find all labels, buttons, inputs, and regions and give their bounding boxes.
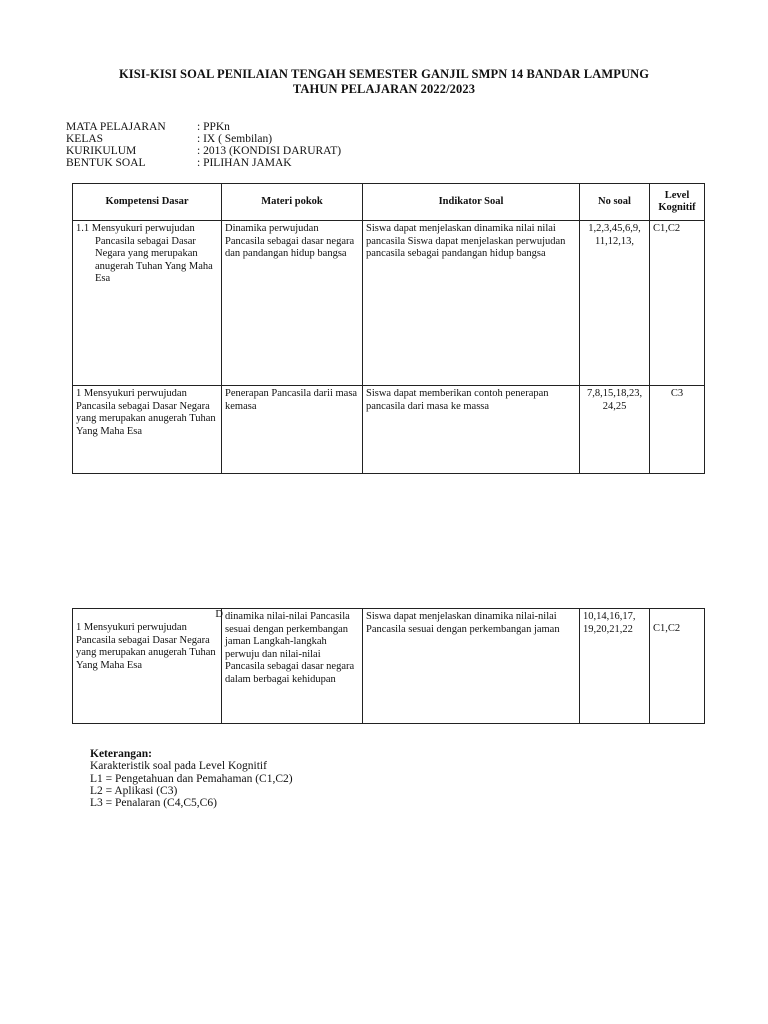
kisi-kisi-table	[72, 183, 705, 474]
header-no-soal: No soal	[580, 184, 650, 221]
header-kompetensi-dasar: Kompetensi Dasar	[73, 184, 222, 221]
notes-line: L1 = Pengetahuan dan Pemahaman (C1,C2)	[90, 772, 293, 785]
document-title: KISI-KISI SOAL PENILAIAN TENGAH SEMESTER GANJIL SMPN 14 BANDAR LAMPUNG	[118, 67, 650, 81]
table-row	[73, 221, 705, 386]
cell-kompetensi-dasar: 1.1 Mensyukuri perwujudan Pancasila sebagai Dasar Negara yang merupakan anugerah Tuhan Yang Maha Esa	[73, 221, 222, 386]
cell-materi-pokok: Dinamika perwujudan Pancasila sebagai dasar negara dan pandangan hidup bangsa	[222, 221, 363, 386]
meta-label: MATA PELAJARAN	[66, 121, 166, 133]
notes-section	[90, 748, 293, 809]
cell-kompetensi-dasar	[73, 609, 222, 724]
notes-line: L2 = Aplikasi (C3)	[90, 784, 178, 797]
cell-fragment: D	[215, 609, 223, 620]
cell-no-soal: 7,8,15,18,23, 24,25	[580, 386, 650, 474]
meta-label: BENTUK SOAL	[66, 157, 146, 169]
cell-level-kognitif: C1,C2	[650, 221, 705, 386]
header-level-kognitif: Level Kognitif	[650, 184, 705, 221]
cell-indikator-soal: Siswa dapat memberikan contoh penerapan pancasila dari masa ke massa	[363, 386, 580, 474]
cell-level-kognitif: C1,C2	[650, 609, 705, 724]
meta-value: : PPKn	[197, 121, 230, 133]
notes-line: L3 = Penalaran (C4,C5,C6)	[90, 797, 217, 810]
meta-label: KELAS	[66, 133, 104, 145]
cell-materi-pokok: Penerapan Pancasila darii masa kemasa	[222, 386, 363, 474]
table-row	[73, 386, 705, 474]
cell-indikator-soal: Siswa dapat menjelaskan dinamika nilai nilai pancasila Siswa dapat menjelaskan perwujudan pancasila sebagai pandangan hidup bangsa	[363, 221, 580, 386]
document-subtitle: TAHUN PELAJARAN 2022/2023	[292, 82, 476, 96]
meta-value: : PILIHAN JAMAK	[197, 157, 292, 169]
kisi-kisi-table-continued	[72, 608, 705, 724]
meta-value: : IX ( Sembilan)	[197, 133, 273, 145]
meta-value: : 2013 (KONDISI DARURAT)	[197, 145, 342, 157]
table-header-row	[73, 184, 705, 221]
header-materi-pokok: Materi pokok	[222, 184, 363, 221]
cell-indikator-soal: Siswa dapat menjelaskan dinamika nilai-nilai Pancasila sesuai dengan perkembangan jaman	[363, 609, 580, 724]
header-indikator-soal: Indikator Soal	[363, 184, 580, 221]
cell-no-soal: 10,14,16,17, 19,20,21,22	[580, 609, 650, 724]
cell-kompetensi-text: 1 Mensyukuri perwujudan Pancasila sebagai Dasar Negara yang merupakan anugerah Tuhan Yang Maha Esa	[76, 622, 216, 671]
cell-materi-pokok: dinamika nilai-nilai Pancasila sesuai dengan perkembangan jaman Langkah-langkah perwuju dan nilai-nilai Pancasila sebagai dasar negara dalam berbagai kehidupan	[222, 609, 363, 724]
meta-label: KURIKULUM	[66, 145, 137, 157]
cell-level-kognitif: C3	[650, 386, 705, 474]
notes-line: Karakteristik soal pada Level Kognitif	[90, 760, 267, 773]
table-row	[73, 609, 705, 724]
cell-kompetensi-dasar: 1 Mensyukuri perwujudan Pancasila sebagai Dasar Negara yang merupakan anugerah Tuhan Yang Maha Esa	[73, 386, 222, 474]
notes-heading: Keterangan:	[90, 748, 152, 760]
cell-no-soal: 1,2,3,45,6,9, 11,12,13,	[580, 221, 650, 386]
